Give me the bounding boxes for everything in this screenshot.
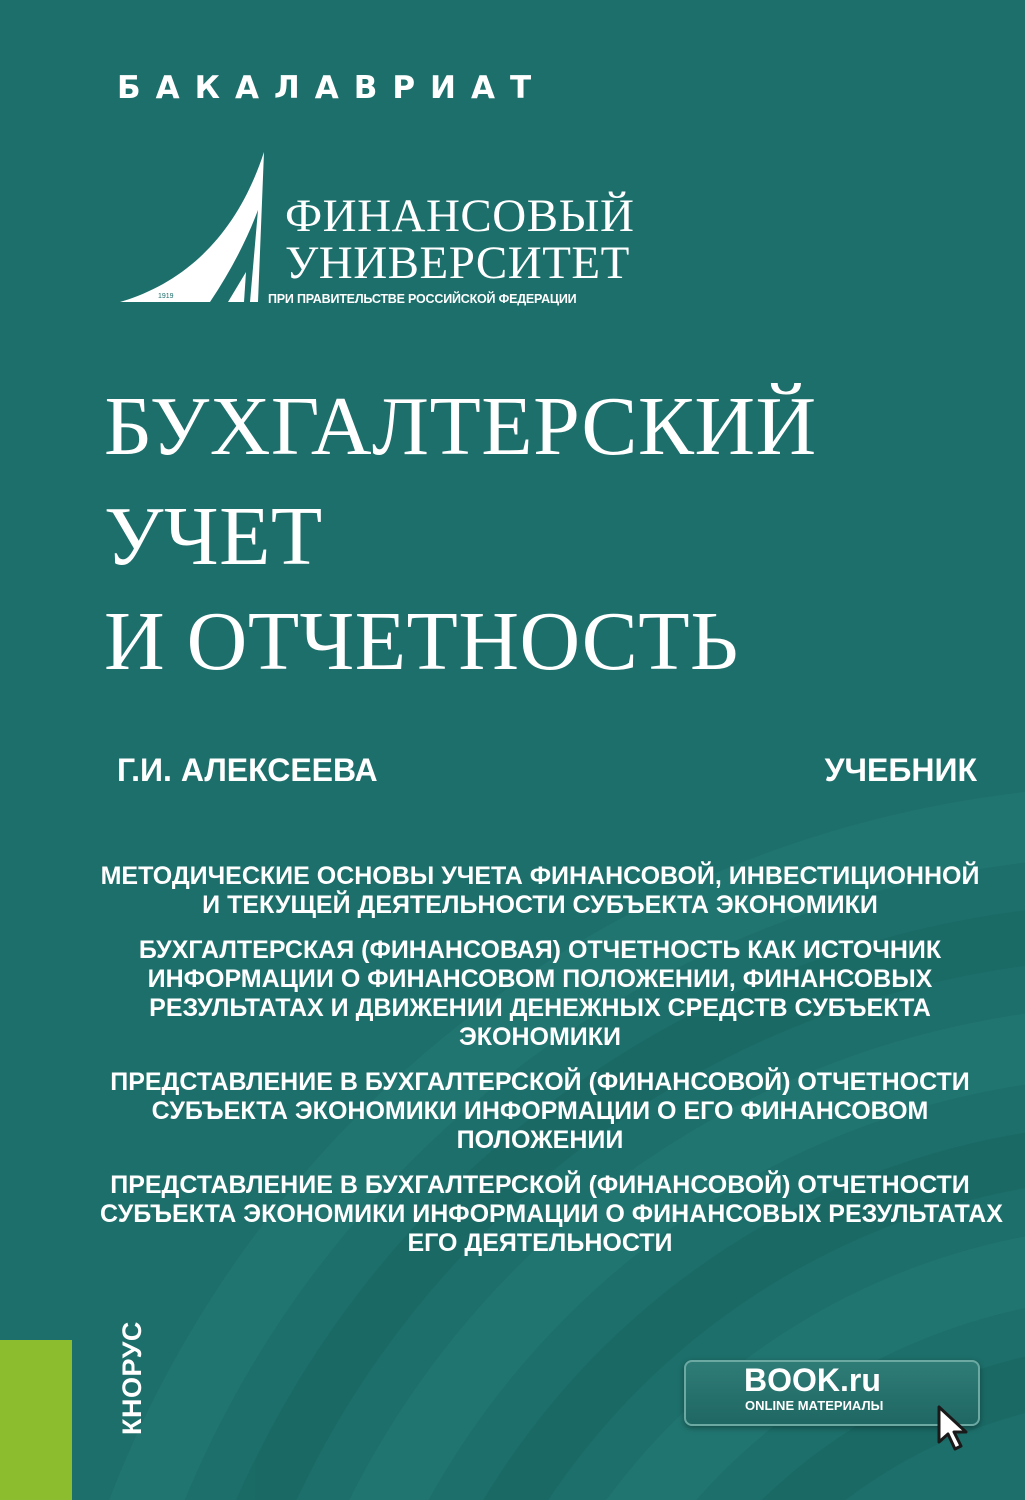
author-name: Г.И. АЛЕКСЕЕВА (117, 752, 378, 788)
logo-year: 1919 (158, 293, 174, 300)
topic-line: И ТЕКУЩЕЙ ДЕЯТЕЛЬНОСТИ СУБЪЕКТА ЭКОНОМИКИ (202, 891, 878, 919)
topic-line: МЕТОДИЧЕСКИЕ ОСНОВЫ УЧЕТА ФИНАНСОВОЙ, ИНВЕСТИЦИОННОЙ (100, 862, 980, 890)
book-ru-brand[interactable]: BOOK.ru (744, 1362, 881, 1398)
online-materials-label[interactable]: ONLINE МАТЕРИАЛЫ (745, 1398, 884, 1413)
topic-line: ПОЛОЖЕНИИ (456, 1126, 624, 1154)
topic-line: ИНФОРМАЦИИ О ФИНАНСОВОМ ПОЛОЖЕНИИ, ФИНАНСОВЫХ (147, 965, 933, 993)
topic-line: СУБЪЕКТА ЭКОНОМИКИ ИНФОРМАЦИИ О ФИНАНСОВЫХ РЕЗУЛЬТАТАХ (100, 1200, 1003, 1228)
university-subtitle: ПРИ ПРАВИТЕЛЬСТВЕ РОССИЙСКОЙ ФЕДЕРАЦИИ (268, 292, 577, 306)
topic-line: РЕЗУЛЬТАТАХ И ДВИЖЕНИИ ДЕНЕЖНЫХ СРЕДСТВ СУБЪЕКТА (149, 994, 931, 1022)
topic-item (100, 1171, 1003, 1258)
series-label: БАКАЛАВРИАТ (117, 70, 547, 106)
topic-line: ЭКОНОМИКИ (458, 1023, 621, 1051)
publisher-color-band (0, 1340, 72, 1500)
mouse-pointer-icon (936, 1404, 970, 1454)
university-name-line1: ФИНАНСОВЫЙ (285, 190, 635, 242)
title-line3: И ОТЧЕТНОСТЬ (104, 595, 739, 688)
topic-line: ПРЕДСТАВЛЕНИЕ В БУХГАЛТЕРСКОЙ (ФИНАНСОВОЙ) ОТЧЕТНОСТИ (110, 1068, 970, 1096)
topic-line: СУБЪЕКТА ЭКОНОМИКИ ИНФОРМАЦИИ О ЕГО ФИНАНСОВОМ (151, 1097, 929, 1125)
topics-list (100, 862, 1003, 1274)
topic-item (100, 936, 980, 1052)
title-line2: УЧЕТ (104, 490, 323, 583)
university-name-line2: УНИВЕРСИТЕТ (285, 237, 630, 289)
topic-line: ПРЕДСТАВЛЕНИЕ В БУХГАЛТЕРСКОЙ (ФИНАНСОВОЙ) ОТЧЕТНОСТИ (110, 1171, 970, 1199)
topic-line: БУХГАЛТЕРСКАЯ (ФИНАНСОВАЯ) ОТЧЕТНОСТЬ КАК ИСТОЧНИК (138, 936, 942, 964)
topic-item (100, 862, 980, 920)
topic-item (100, 1068, 980, 1155)
title-line1: БУХГАЛТЕРСКИЙ (104, 380, 817, 473)
topic-line: ЕГО ДЕЯТЕЛЬНОСТИ (407, 1229, 673, 1257)
publisher-name: КНОРУС (117, 1321, 147, 1435)
book-type: УЧЕБНИК (824, 752, 977, 788)
